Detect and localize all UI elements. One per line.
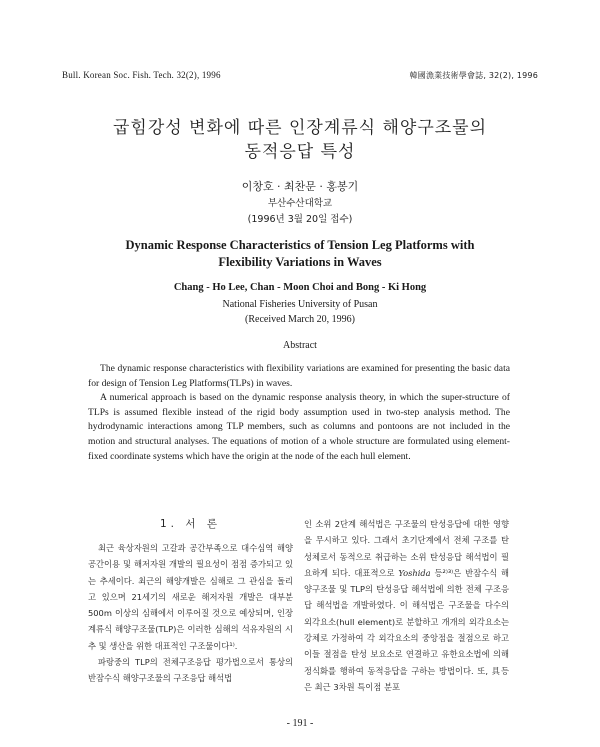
english-affiliation: National Fisheries University of Pusan xyxy=(222,299,378,310)
korean-title-line2: 동적응답 특성 xyxy=(244,142,356,162)
intro-text-part2: 등²⁾³⁾은 반잠수식 해양구조물 및 TLP의 탄성응답 해석법에 의한 전체 구조응답 해석법을 개발하였다. 이 해석법은 구조물을 다수의 외각요소(hull element)로 분할하고 개개의 외각요소는 강체로 가정하여 각 외각요소의 중앙점을 절점으로 하고 이들 절점을 탄성 보요소로 연결하고 유한요소법에 의해 정식화를 행하여 동적응답을 구하는 방법이다. 또, 具등은 최근 3차원 특이점 분포 xyxy=(304,567,510,692)
section-heading-introduction: 1. 서 론 xyxy=(160,518,221,530)
page-number: - 191 - xyxy=(286,718,314,729)
english-title-line1: Dynamic Response Characteristics of Tension Leg Platforms with xyxy=(125,238,475,252)
right-column xyxy=(304,516,509,695)
korean-title-line1: 굽힘강성 변화에 따른 인장계류식 해양구조물의 xyxy=(112,118,488,138)
intro-paragraph-continued xyxy=(304,516,509,695)
left-column xyxy=(88,516,293,687)
intro-text-part1: 인 소위 2단계 해석법은 구조물의 탄성응답에 대한 영향을 무시하고 있다. 그래서 초기단계에서 전체 구조를 탄성체로서 동적으로 취급하는 소위 탄성응답 해석법이 필요하게 되다. 대표적으로 xyxy=(304,519,509,578)
english-title-line2: Flexibility Variations in Waves xyxy=(218,255,382,269)
english-authors: Chang - Ho Lee, Chan - Moon Choi and Bong - Ki Hong xyxy=(173,282,427,293)
abstract-paragraph-2: A numerical approach is based on the dynamic response analysis theory, in which the super-structure of TLPs is assumed flexible instead of the rigid body assumption used in two-step analysis method. The hydrodynamic interactions among TLP members, such as columns and pontoons are not included in the motion and structural analyses. The equations of motion of a whole structure are formulated using element-fixed coordinate systems which have the origin at the node of the each hull element. xyxy=(88,392,510,462)
korean-received-date: (1996년 3월 20일 접수) xyxy=(247,214,353,225)
journal-header-english: Bull. Korean Soc. Fish. Tech. 32(2), 1996 xyxy=(62,70,221,80)
author-name-yoshida: Yoshida xyxy=(398,567,431,578)
abstract-body xyxy=(88,362,510,464)
intro-paragraph-2: 파랑중의 TLP의 전체구조응답 평가법으로서 통상의 반잠수식 해양구조물의 구조응답 해석법 xyxy=(88,657,293,684)
korean-affiliation: 부산수산대학교 xyxy=(267,198,333,209)
abstract-heading: Abstract xyxy=(283,340,317,351)
journal-header-korean: 韓國漁業技術學會誌, 32(2), 1996 xyxy=(409,71,538,80)
intro-paragraph-1: 최근 육상자원의 고갈과 공간부족으로 대수심역 해양공간이용 및 해저자원 개발의 필요성이 점점 증가되고 있는 추세이다. 최근의 해양개발은 심해로 그 관심을 돌리고 있으며 21세기의 새로운 해저자원 개발은 대부분 500m 이상의 심해에서 이루어질 것으로 예상되며, 인장계류식 해양구조물(TLP)은 이러한 심해의 석유자원의 시추 및 생산을 위한 대표적인 구조물이다¹⁾. xyxy=(88,543,293,651)
abstract-paragraph-1: The dynamic response characteristics with flexibility variations are examined for presenting the basic data for design of Tension Leg Platforms(TLPs) in waves. xyxy=(88,363,510,389)
korean-authors: 이창호 · 최찬문 · 홍봉기 xyxy=(241,180,359,193)
english-received-date: (Received March 20, 1996) xyxy=(245,314,355,325)
